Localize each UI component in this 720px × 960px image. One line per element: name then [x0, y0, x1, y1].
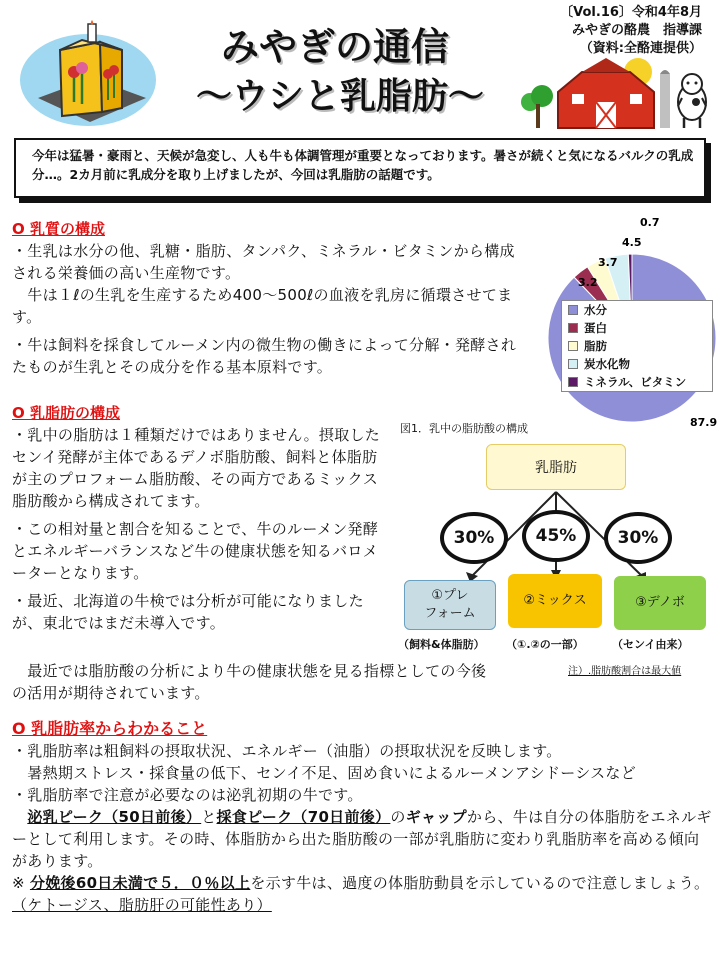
legend-swatch — [568, 359, 578, 369]
section3-note — [12, 872, 712, 916]
section1-p1: ・生乳は水分の他、乳糖・脂肪、タンパク、ミネラル・ビタミンから構成される栄養価の高い生産物です。 — [12, 242, 515, 282]
box-mix: ②ミックス — [508, 574, 602, 628]
pct-right: 30% — [604, 512, 672, 564]
legend-label: 蛋白 — [584, 321, 607, 335]
pct-left: 30% — [440, 512, 508, 564]
lantern-illustration — [18, 20, 166, 128]
legend-swatch — [568, 341, 578, 351]
section1-p3: ・牛は飼料を採食してルーメン内の微生物の働きによって分解・発酵されたものが生乳とその成分を作る基本原料です。 — [12, 336, 517, 376]
note-end: （ケトージス、脂肪肝の可能性あり） — [12, 896, 272, 914]
section3-p3: ・乳脂肪率で注意が必要なのは泌乳初期の牛です。 — [12, 786, 363, 804]
legend-item — [562, 301, 712, 319]
page-title: みやぎの通信 — [220, 25, 449, 69]
legend-item — [562, 319, 712, 337]
legend-swatch — [568, 305, 578, 315]
issue-source: （資料:全酪連提供） — [579, 41, 702, 56]
note-mark: ※ — [12, 874, 30, 892]
pie-label-4: 0.7 — [640, 216, 660, 229]
section1-p2: 牛は１ℓの生乳を生産するため400～500ℓの血液を乳房に循環させてます。 — [12, 286, 513, 326]
sub-mix: （①.②の一部） — [506, 638, 584, 651]
no-text: の — [390, 808, 406, 826]
legend-label: 脂肪 — [584, 339, 607, 353]
barn-illustration — [520, 52, 712, 132]
diagram-root: 乳脂肪 — [486, 444, 626, 490]
pie-label-3: 4.5 — [622, 236, 642, 249]
legend-swatch — [568, 323, 578, 333]
pie-label-1: 3.2 — [578, 276, 598, 289]
legend-item — [562, 355, 712, 373]
gap-text: ギャップ — [405, 808, 467, 826]
section3-heading: O 乳脂肪率からわかること — [12, 719, 208, 738]
issue-org: みやぎの酪農 指導課 — [571, 23, 702, 38]
box-denovo: ③デノボ — [614, 576, 706, 630]
section3-p4-rest: から、牛は自分の体脂肪をエネルギーとして利用します。その時、体脂肪から出た脂肪酸の一部が乳脂肪に変わり乳脂肪率を高める傾向があります。 — [12, 808, 712, 870]
section2-p3: ・最近、北海道の牛検では分析が可能になりましたが、東北ではまだ未導入です。 — [12, 592, 364, 632]
legend-label: 炭水化物 — [584, 357, 630, 371]
note-bold: 分娩後60日未満で５．０％以上 — [29, 874, 251, 892]
sub-preform: （飼料&体脂肪） — [398, 638, 485, 651]
pie-legend — [561, 300, 713, 392]
issue-info — [502, 4, 702, 58]
and-text: と — [201, 808, 217, 826]
section3-p2: 暑熱期ストレス・採食量の低下、センイ不足、固め食いによるルーメンアシドーシスなど — [12, 764, 637, 782]
section3-body — [12, 740, 712, 916]
diagram-note: 注）.脂肪酸割合は最大値 — [568, 666, 682, 677]
legend-item — [562, 373, 712, 391]
section1-heading: O 乳質の構成 — [12, 220, 105, 238]
legend-label: 水分 — [584, 303, 607, 317]
sub-denovo: （センイ由来） — [612, 638, 689, 651]
legend-label: ミネラル、ビタミン — [584, 375, 687, 389]
pie-label-2: 3.7 — [598, 256, 618, 269]
section2-p1: ・乳中の脂肪は１種類だけではありません。摂取したセンイ発酵が主体であるデノボ脂肪酸、飼料と体脂肪が主のプロフォーム脂肪酸、その両方であるミックス脂肪酸から構成されてます。 — [12, 426, 381, 510]
section2-p4: 最近では脂肪酸の分析により牛の健康状態を見る指標としての今後の活用が期待されています。 — [12, 662, 487, 702]
legend-swatch — [568, 377, 578, 387]
pie-label-0: 87.9 — [690, 416, 718, 429]
issue-vol: 〔Vol.16〕令和4年8月 — [560, 5, 702, 20]
intro-box: 今年は猛暑・豪雨と、天候が急変し、人も牛も体調管理が重要となっております。暑さが続くと気になるバルクの乳成分…。2カ月前に乳成分を取り上げましたが、今回は乳脂肪の話題です。 — [14, 138, 706, 198]
legend-item — [562, 337, 712, 355]
diagram-caption: 図1．乳中の脂肪酸の構成 — [400, 422, 528, 435]
lactation-peak: 泌乳ピーク（50日前後） — [27, 808, 202, 826]
section2-heading: O 乳脂肪の構成 — [12, 404, 120, 422]
section3-p1: ・乳脂肪率は粗飼料の摂取状況、エネルギー（油脂）の摂取状況を反映します。 — [12, 742, 562, 760]
section3-p4 — [12, 806, 712, 872]
pct-mid: 45% — [522, 510, 590, 562]
note-mid: を示す牛は、過度の体脂肪動員を示しているので注意しましょう。 — [250, 874, 710, 892]
intake-peak: 採食ピーク（70日前後） — [216, 808, 391, 826]
box-preform: ①プレ フォーム — [404, 580, 496, 630]
section1-body — [12, 240, 524, 378]
section2-p2: ・この相対量と割合を知ることで、牛のルーメン発酵とエネルギーバランスなど牛の健康状態を知るバロメーターとなります。 — [12, 520, 379, 582]
page-subtitle: ～ウシと乳脂肪～ — [195, 76, 484, 117]
section2-body — [12, 424, 392, 634]
